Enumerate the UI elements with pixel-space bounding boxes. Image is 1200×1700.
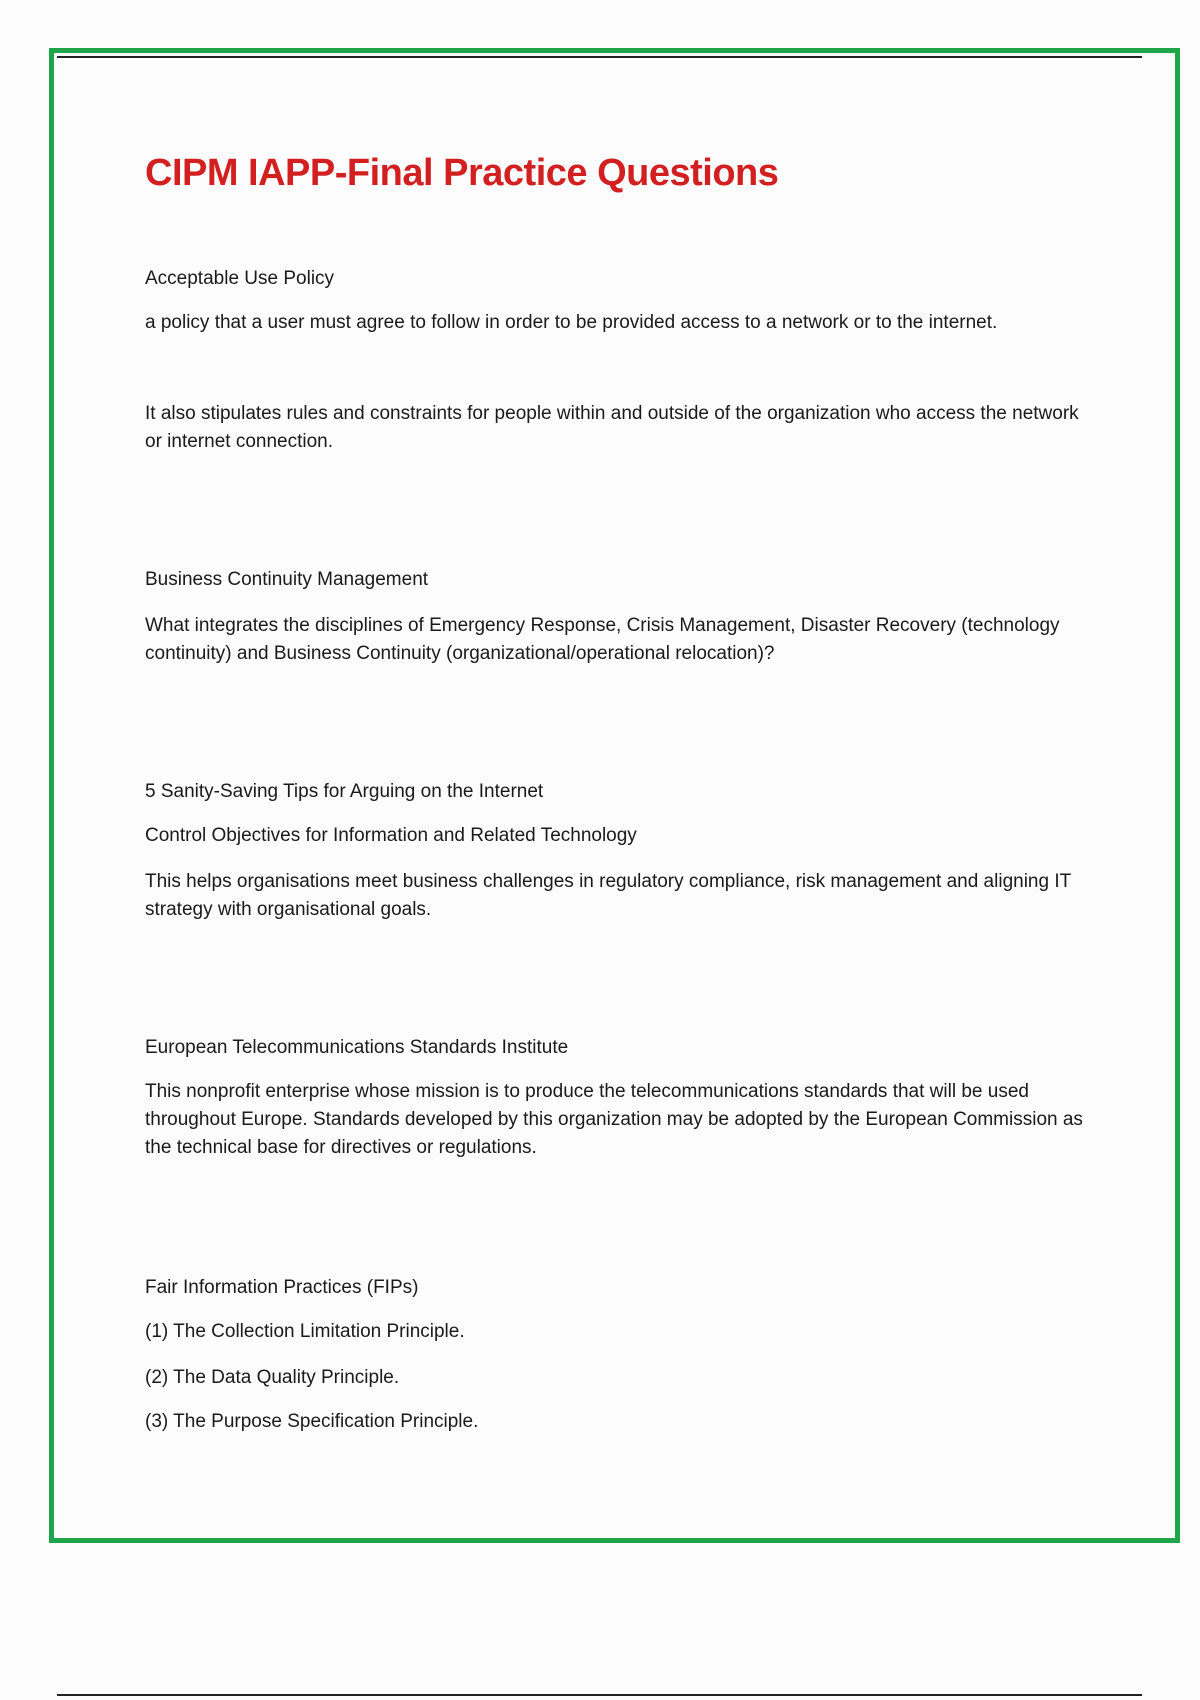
term-fips: Fair Information Practices (FIPs): [145, 1277, 419, 1298]
definition-text: This helps organisations meet business challenges in regulatory compliance, risk management and aligning IT strategy with organisational goals.: [145, 871, 1071, 920]
bottom-divider: [57, 1694, 1142, 1696]
definition-text: What integrates the disciplines of Emergency Response, Crisis Management, Disaster Recovery (technology continuity) and Business Continuity (organizational/operational relocation)?: [145, 615, 1060, 664]
top-divider: [57, 56, 1142, 58]
term-cobit: Control Objectives for Information and Related Technology: [145, 825, 637, 846]
page-title: CIPM IAPP-Final Practice Questions: [145, 152, 779, 194]
list-item: (3) The Purpose Specification Principle.: [145, 1411, 479, 1432]
definition-text: It also stipulates rules and constraints for people within and outside of the organization who access the network or internet connection.: [145, 403, 1079, 452]
term-sanity-tips: 5 Sanity-Saving Tips for Arguing on the Internet: [145, 781, 544, 802]
list-item: (1) The Collection Limitation Principle.: [145, 1321, 465, 1342]
definition-text: This nonprofit enterprise whose mission is to produce the telecommunications standards that will be used throughout Europe. Standards developed by this organization may be adopted by the European Commission as the technical base for directives or regulations.: [145, 1081, 1083, 1158]
term-business-continuity: Business Continuity Management: [145, 569, 429, 590]
term-etsi: European Telecommunications Standards Institute: [145, 1037, 569, 1058]
definition-text: a policy that a user must agree to follow in order to be provided access to a network or to the internet.: [145, 312, 998, 333]
list-item: (2) The Data Quality Principle.: [145, 1367, 400, 1388]
term-acceptable-use-policy: Acceptable Use Policy: [145, 268, 335, 289]
